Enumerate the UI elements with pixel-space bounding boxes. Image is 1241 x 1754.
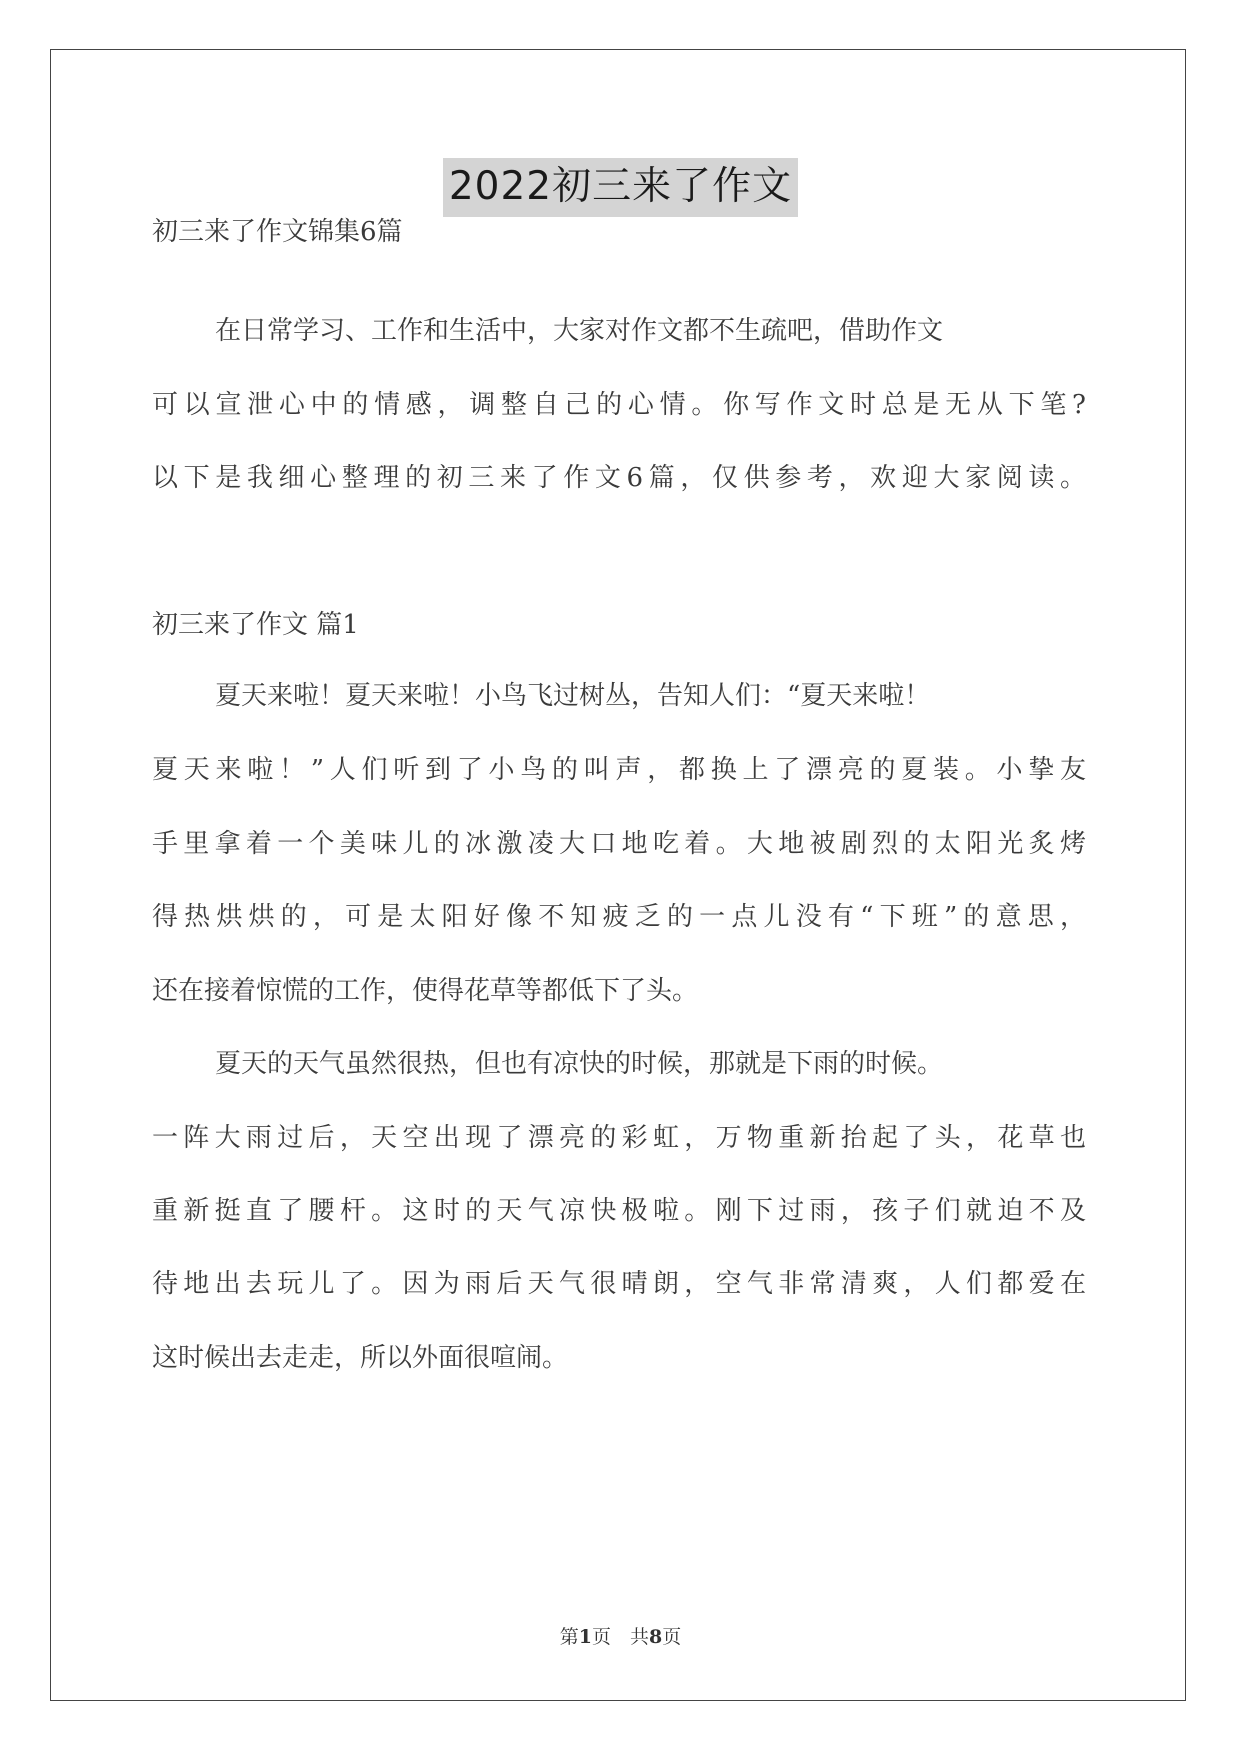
paragraph1-line-3: 手里拿着一个美味儿的冰激凌大口地吃着。大地被剧烈的太阳光炙烤: [152, 829, 1086, 859]
paragraph2-line-3: 重新挺直了腰杆。这时的天气凉快极啦。刚下过雨，孩子们就迫不及: [152, 1196, 1086, 1226]
paragraph1-line-1: 夏天来啦！夏天来啦！小鸟飞过树丛，告知人们：“夏天来啦！: [215, 681, 931, 711]
title-container: [0, 158, 1241, 217]
document-subtitle: 初三来了作文锦集6篇: [152, 217, 403, 247]
paragraph2-line-4: 待地出去玩儿了。因为雨后天气很晴朗，空气非常清爽，人们都爱在: [152, 1269, 1086, 1299]
intro-line-2: 可以宣泄心中的情感，调整自己的心情。你写作文时总是无从下笔?: [152, 390, 1086, 420]
page-border: [50, 49, 1186, 1701]
footer-page-current: 1: [578, 1626, 592, 1648]
paragraph1-line-5: 还在接着惊慌的工作，使得花草等都低下了头。: [152, 976, 699, 1006]
paragraph2-line-5: 这时候出去走走，所以外面很喧闹。: [152, 1343, 569, 1373]
paragraph1-line-4: 得热烘烘的，可是太阳好像不知疲乏的一点儿没有“下班”的意思，: [152, 902, 1086, 932]
intro-line-1: 在日常学习、工作和生活中，大家对作文都不生疏吧，借助作文: [215, 316, 944, 346]
footer-page-suffix: 页: [662, 1626, 682, 1648]
section-heading: 初三来了作文 篇1: [152, 610, 359, 640]
footer-page-mid: 页 共: [591, 1626, 649, 1648]
page-footer: [0, 1624, 1241, 1650]
footer-page-prefix: 第: [559, 1626, 579, 1648]
paragraph1-line-2: 夏天来啦！”人们听到了小鸟的叫声，都换上了漂亮的夏装。小挚友: [152, 755, 1086, 785]
paragraph2-line-2: 一阵大雨过后，天空出现了漂亮的彩虹，万物重新抬起了头，花草也: [152, 1123, 1086, 1153]
document-title: 2022初三来了作文: [443, 158, 798, 217]
footer-page-total: 8: [649, 1626, 663, 1648]
intro-line-3: 以下是我细心整理的初三来了作文6篇，仅供参考，欢迎大家阅读。: [152, 463, 1086, 493]
paragraph2-line-1: 夏天的天气虽然很热，但也有凉快的时候，那就是下雨的时候。: [215, 1049, 944, 1079]
